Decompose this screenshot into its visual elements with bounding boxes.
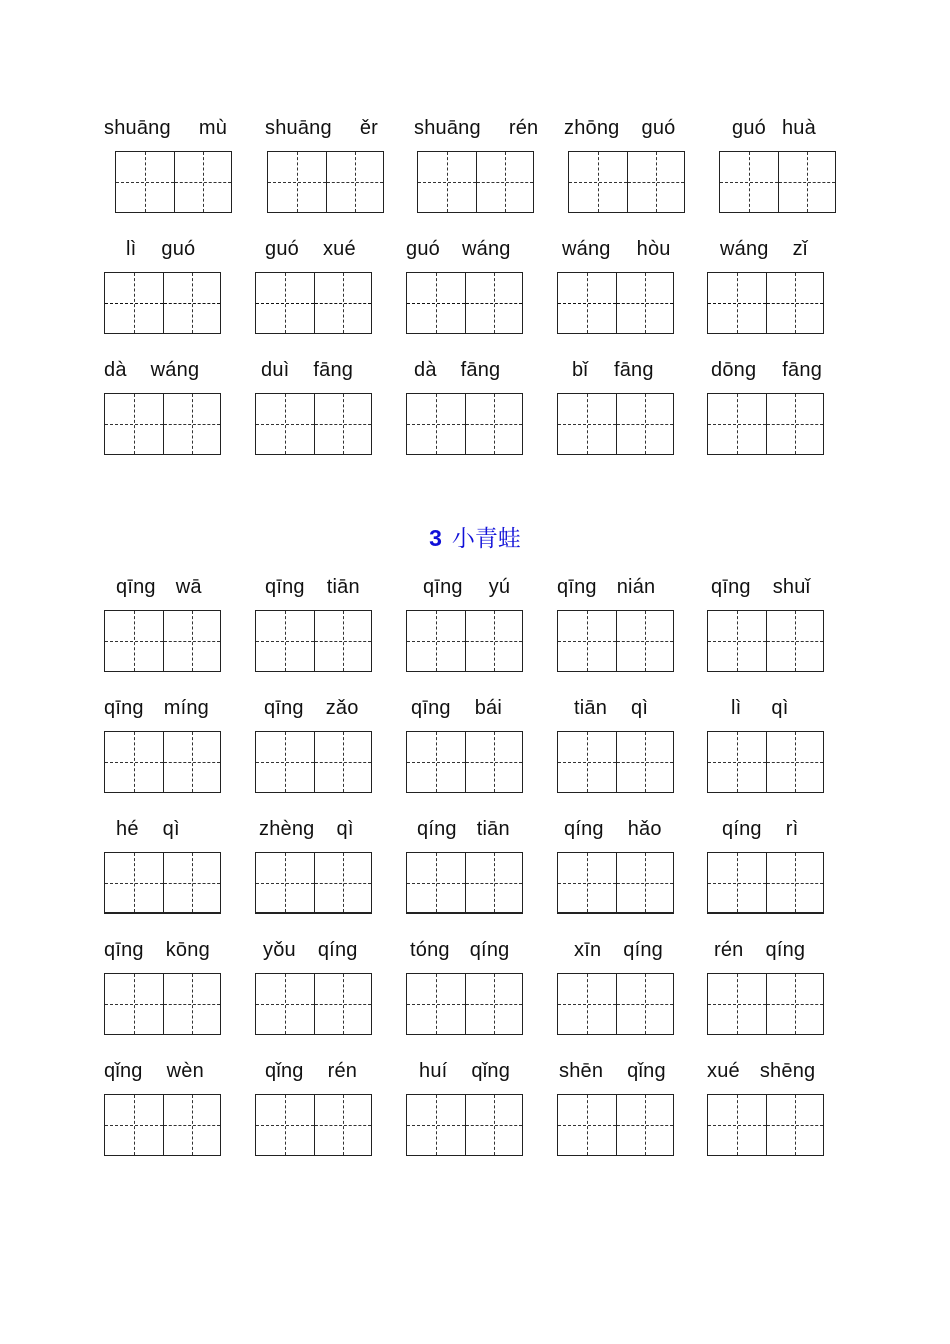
pinyin-syllable: bái: [474, 697, 503, 719]
pinyin-syllable: qíng: [469, 939, 510, 961]
pinyin-label: [414, 355, 500, 385]
pinyin-syllable: dōng: [711, 359, 757, 381]
tian-zi-cell[interactable]: [558, 732, 616, 792]
pinyin-syllable: qì: [631, 697, 649, 719]
pinyin-label: [711, 572, 810, 602]
writing-grid[interactable]: [406, 973, 523, 1035]
pinyin-syllable: mù: [198, 117, 228, 139]
writing-grid[interactable]: [557, 852, 674, 914]
pinyin-syllable: xué: [322, 238, 356, 260]
writing-grid[interactable]: [707, 393, 824, 455]
pinyin-syllable: ěr: [359, 117, 379, 139]
tian-zi-cell[interactable]: [558, 611, 616, 671]
pinyin-syllable: qì: [771, 697, 789, 719]
tian-zi-cell[interactable]: [616, 1095, 674, 1155]
tian-zi-cell[interactable]: [314, 974, 372, 1034]
tian-zi-cell[interactable]: [314, 611, 372, 671]
writing-grid[interactable]: [104, 731, 221, 793]
tian-zi-cell[interactable]: [105, 974, 163, 1034]
tian-zi-cell[interactable]: [256, 611, 314, 671]
tian-zi-cell[interactable]: [256, 853, 314, 912]
pinyin-syllable: qíng: [564, 818, 604, 840]
tian-zi-cell[interactable]: [116, 152, 174, 212]
pinyin-syllable: qǐng: [627, 1060, 666, 1082]
tian-zi-cell[interactable]: [105, 732, 163, 792]
writing-grid[interactable]: [255, 731, 372, 793]
tian-zi-cell[interactable]: [465, 394, 523, 454]
tian-zi-cell[interactable]: [314, 394, 372, 454]
tian-zi-cell[interactable]: [616, 394, 674, 454]
tian-zi-cell[interactable]: [407, 974, 465, 1034]
writing-grid[interactable]: [417, 151, 534, 213]
writing-grid[interactable]: [557, 610, 674, 672]
pinyin-syllable: qīng: [557, 576, 597, 598]
pinyin-syllable: guó: [161, 238, 196, 260]
pinyin-syllable: qǐng: [265, 1060, 304, 1082]
tian-zi-cell[interactable]: [708, 732, 766, 792]
tian-zi-cell[interactable]: [708, 974, 766, 1034]
writing-grid[interactable]: [406, 731, 523, 793]
pinyin-syllable: qíng: [417, 818, 457, 840]
pinyin-syllable: rén: [327, 1060, 358, 1082]
tian-zi-cell[interactable]: [708, 1095, 766, 1155]
writing-grid[interactable]: [557, 272, 674, 334]
pinyin-label: [410, 935, 509, 965]
pinyin-label: [406, 234, 511, 264]
pinyin-syllable: shuāng: [414, 117, 481, 139]
pinyin-syllable: guó: [732, 117, 766, 139]
tian-zi-cell[interactable]: [256, 273, 314, 333]
tian-zi-cell[interactable]: [476, 152, 534, 212]
pinyin-label: [423, 572, 510, 602]
tian-zi-cell[interactable]: [163, 853, 221, 912]
writing-grid[interactable]: [255, 973, 372, 1035]
tian-zi-cell[interactable]: [465, 732, 523, 792]
pinyin-label: [714, 935, 805, 965]
pinyin-label: [104, 693, 209, 723]
pinyin-label: [104, 1056, 204, 1086]
pinyin-syllable: rén: [508, 117, 539, 139]
writing-grid[interactable]: [406, 393, 523, 455]
pinyin-syllable: bǐ: [572, 359, 588, 381]
lesson-number: 3: [429, 525, 442, 551]
tian-zi-cell[interactable]: [465, 611, 523, 671]
pinyin-label: [104, 355, 199, 385]
pinyin-syllable: qíng: [722, 818, 762, 840]
pinyin-label: [559, 1056, 666, 1086]
pinyin-label: [104, 113, 227, 143]
tian-zi-cell[interactable]: [766, 974, 824, 1034]
tian-zi-cell[interactable]: [256, 974, 314, 1034]
writing-grid[interactable]: [557, 393, 674, 455]
pinyin-syllable: shuǐ: [772, 576, 811, 598]
tian-zi-cell[interactable]: [163, 394, 221, 454]
pinyin-syllable: huí: [419, 1060, 448, 1082]
pinyin-label: [116, 572, 202, 602]
pinyin-label: [557, 572, 655, 602]
pinyin-syllable: qīng: [264, 697, 304, 719]
tian-zi-cell[interactable]: [163, 611, 221, 671]
tian-zi-cell[interactable]: [558, 853, 616, 912]
pinyin-syllable: kōng: [165, 939, 210, 961]
writing-grid[interactable]: [255, 852, 372, 914]
writing-grid[interactable]: [104, 1094, 221, 1156]
pinyin-label: [564, 113, 675, 143]
pinyin-syllable: qì: [336, 818, 354, 840]
pinyin-syllable: xīn: [574, 939, 602, 961]
pinyin-syllable: huà: [781, 117, 816, 139]
tian-zi-cell[interactable]: [766, 273, 824, 333]
tian-zi-cell[interactable]: [616, 732, 674, 792]
pinyin-syllable: guó: [406, 238, 440, 260]
pinyin-syllable: qīng: [116, 576, 156, 598]
pinyin-label: [265, 234, 356, 264]
tian-zi-cell[interactable]: [558, 394, 616, 454]
pinyin-syllable: dà: [414, 359, 437, 381]
tian-zi-cell[interactable]: [766, 1095, 824, 1155]
writing-grid[interactable]: [406, 610, 523, 672]
writing-grid[interactable]: [707, 731, 824, 793]
writing-grid[interactable]: [557, 1094, 674, 1156]
writing-grid[interactable]: [406, 272, 523, 334]
pinyin-syllable: shuāng: [265, 117, 332, 139]
tian-zi-cell[interactable]: [708, 273, 766, 333]
tian-zi-cell[interactable]: [407, 853, 465, 912]
tian-zi-cell[interactable]: [256, 1095, 314, 1155]
tian-zi-cell[interactable]: [256, 732, 314, 792]
pinyin-syllable: hé: [116, 818, 139, 840]
pinyin-syllable: qīng: [104, 697, 144, 719]
tian-zi-cell[interactable]: [407, 273, 465, 333]
tian-zi-cell[interactable]: [766, 611, 824, 671]
tian-zi-cell[interactable]: [778, 152, 836, 212]
pinyin-syllable: wáng: [720, 238, 769, 260]
pinyin-label: [564, 814, 662, 844]
pinyin-syllable: lì: [731, 697, 742, 719]
pinyin-syllable: shēn: [559, 1060, 604, 1082]
pinyin-label: [261, 355, 353, 385]
writing-grid[interactable]: [104, 852, 221, 914]
pinyin-syllable: hòu: [636, 238, 671, 260]
lesson-name: 小青蛙: [451, 525, 521, 551]
pinyin-label: [711, 355, 822, 385]
pinyin-label: [411, 693, 502, 723]
pinyin-syllable: wā: [175, 576, 202, 598]
tian-zi-cell[interactable]: [465, 974, 523, 1034]
tian-zi-cell[interactable]: [407, 394, 465, 454]
tian-zi-cell[interactable]: [558, 1095, 616, 1155]
tian-zi-cell[interactable]: [418, 152, 476, 212]
writing-grid[interactable]: [707, 272, 824, 334]
tian-zi-cell[interactable]: [766, 853, 824, 912]
pinyin-label: [414, 113, 538, 143]
writing-grid[interactable]: [406, 1094, 523, 1156]
writing-grid[interactable]: [719, 151, 836, 213]
writing-grid[interactable]: [255, 610, 372, 672]
writing-grid[interactable]: [568, 151, 685, 213]
pinyin-label: [116, 814, 180, 844]
tian-zi-cell[interactable]: [105, 273, 163, 333]
pinyin-syllable: fāng: [460, 359, 501, 381]
pinyin-syllable: yú: [488, 576, 511, 598]
pinyin-syllable: zhōng: [564, 117, 620, 139]
pinyin-label: [104, 935, 210, 965]
pinyin-syllable: guó: [265, 238, 299, 260]
writing-grid[interactable]: [406, 852, 523, 914]
pinyin-label: [263, 935, 358, 965]
tian-zi-cell[interactable]: [105, 394, 163, 454]
writing-grid[interactable]: [104, 973, 221, 1035]
tian-zi-cell[interactable]: [558, 974, 616, 1034]
writing-grid[interactable]: [115, 151, 232, 213]
pinyin-label: [572, 355, 654, 385]
pinyin-syllable: fāng: [782, 359, 823, 381]
pinyin-label: [574, 935, 663, 965]
pinyin-syllable: qǐng: [104, 1060, 143, 1082]
pinyin-syllable: wáng: [562, 238, 611, 260]
pinyin-label: [259, 814, 354, 844]
tian-zi-cell[interactable]: [314, 273, 372, 333]
pinyin-syllable: guó: [641, 117, 676, 139]
pinyin-syllable: tiān: [574, 697, 608, 719]
pinyin-syllable: hǎo: [627, 818, 662, 840]
tian-zi-cell[interactable]: [407, 1095, 465, 1155]
pinyin-syllable: fāng: [613, 359, 654, 381]
pinyin-label: [126, 234, 195, 264]
pinyin-label: [732, 113, 816, 143]
tian-zi-cell[interactable]: [720, 152, 778, 212]
tian-zi-cell[interactable]: [326, 152, 384, 212]
pinyin-syllable: zǎo: [325, 697, 359, 719]
writing-grid[interactable]: [557, 973, 674, 1035]
writing-grid[interactable]: [255, 1094, 372, 1156]
pinyin-syllable: zǐ: [792, 238, 808, 260]
pinyin-syllable: qīng: [711, 576, 751, 598]
tian-zi-cell[interactable]: [256, 394, 314, 454]
tian-zi-cell[interactable]: [314, 853, 372, 912]
pinyin-label: [265, 572, 360, 602]
pinyin-label: [265, 113, 378, 143]
pinyin-syllable: qīng: [104, 939, 144, 961]
tian-zi-cell[interactable]: [766, 394, 824, 454]
tian-zi-cell[interactable]: [314, 1095, 372, 1155]
tian-zi-cell[interactable]: [163, 273, 221, 333]
tian-zi-cell[interactable]: [766, 732, 824, 792]
pinyin-label: [562, 234, 671, 264]
pinyin-syllable: nián: [616, 576, 656, 598]
tian-zi-cell[interactable]: [105, 611, 163, 671]
tian-zi-cell[interactable]: [708, 611, 766, 671]
pinyin-syllable: tiān: [476, 818, 510, 840]
pinyin-syllable: fāng: [313, 359, 354, 381]
pinyin-syllable: zhèng: [259, 818, 315, 840]
pinyin-syllable: lì: [126, 238, 137, 260]
writing-grid[interactable]: [104, 610, 221, 672]
tian-zi-cell[interactable]: [616, 853, 674, 912]
tian-zi-cell[interactable]: [174, 152, 232, 212]
tian-zi-cell[interactable]: [105, 853, 163, 912]
tian-zi-cell[interactable]: [407, 611, 465, 671]
pinyin-label: [264, 693, 359, 723]
tian-zi-cell[interactable]: [465, 1095, 523, 1155]
pinyin-label: [731, 693, 789, 723]
tian-zi-cell[interactable]: [163, 732, 221, 792]
pinyin-label: [419, 1056, 510, 1086]
tian-zi-cell[interactable]: [569, 152, 627, 212]
tian-zi-cell[interactable]: [708, 394, 766, 454]
pinyin-syllable: wáng: [150, 359, 200, 381]
pinyin-label: [574, 693, 648, 723]
pinyin-syllable: rén: [714, 939, 744, 961]
pinyin-syllable: rì: [785, 818, 799, 840]
writing-grid[interactable]: [707, 973, 824, 1035]
tian-zi-cell[interactable]: [407, 732, 465, 792]
pinyin-syllable: qíng: [623, 939, 664, 961]
pinyin-syllable: qīng: [265, 576, 305, 598]
writing-grid[interactable]: [557, 731, 674, 793]
pinyin-label: [417, 814, 510, 844]
pinyin-syllable: duì: [261, 359, 290, 381]
writing-grid[interactable]: [255, 393, 372, 455]
pinyin-syllable: qǐng: [471, 1060, 511, 1082]
tian-zi-cell[interactable]: [465, 853, 523, 912]
writing-grid[interactable]: [104, 393, 221, 455]
pinyin-syllable: qíng: [765, 939, 806, 961]
pinyin-syllable: shēng: [759, 1060, 816, 1082]
lesson-title: [0, 520, 950, 553]
pinyin-syllable: qīng: [423, 576, 463, 598]
writing-grid[interactable]: [707, 610, 824, 672]
tian-zi-cell[interactable]: [163, 1095, 221, 1155]
pinyin-syllable: dà: [104, 359, 127, 381]
tian-zi-cell[interactable]: [708, 853, 766, 912]
pinyin-label: [707, 1056, 815, 1086]
pinyin-label: [265, 1056, 357, 1086]
writing-grid[interactable]: [104, 272, 221, 334]
tian-zi-cell[interactable]: [314, 732, 372, 792]
tian-zi-cell[interactable]: [268, 152, 326, 212]
pinyin-syllable: qīng: [411, 697, 451, 719]
pinyin-label: [722, 814, 798, 844]
tian-zi-cell[interactable]: [105, 1095, 163, 1155]
pinyin-syllable: qì: [162, 818, 180, 840]
pinyin-syllable: qíng: [317, 939, 358, 961]
pinyin-syllable: tiān: [326, 576, 360, 598]
tian-zi-cell[interactable]: [616, 611, 674, 671]
writing-grid[interactable]: [707, 1094, 824, 1156]
tian-zi-cell[interactable]: [558, 273, 616, 333]
tian-zi-cell[interactable]: [465, 273, 523, 333]
writing-grid[interactable]: [255, 272, 372, 334]
pinyin-syllable: xué: [707, 1060, 740, 1082]
tian-zi-cell[interactable]: [627, 152, 685, 212]
pinyin-syllable: wèn: [166, 1060, 204, 1082]
tian-zi-cell[interactable]: [163, 974, 221, 1034]
tian-zi-cell[interactable]: [616, 273, 674, 333]
pinyin-syllable: shuāng: [104, 117, 171, 139]
writing-grid[interactable]: [267, 151, 384, 213]
pinyin-syllable: yǒu: [263, 939, 296, 961]
pinyin-syllable: wáng: [461, 238, 511, 260]
pinyin-syllable: tóng: [410, 939, 450, 961]
tian-zi-cell[interactable]: [616, 974, 674, 1034]
pinyin-label: [720, 234, 807, 264]
pinyin-syllable: míng: [163, 697, 209, 719]
writing-grid[interactable]: [707, 852, 824, 914]
